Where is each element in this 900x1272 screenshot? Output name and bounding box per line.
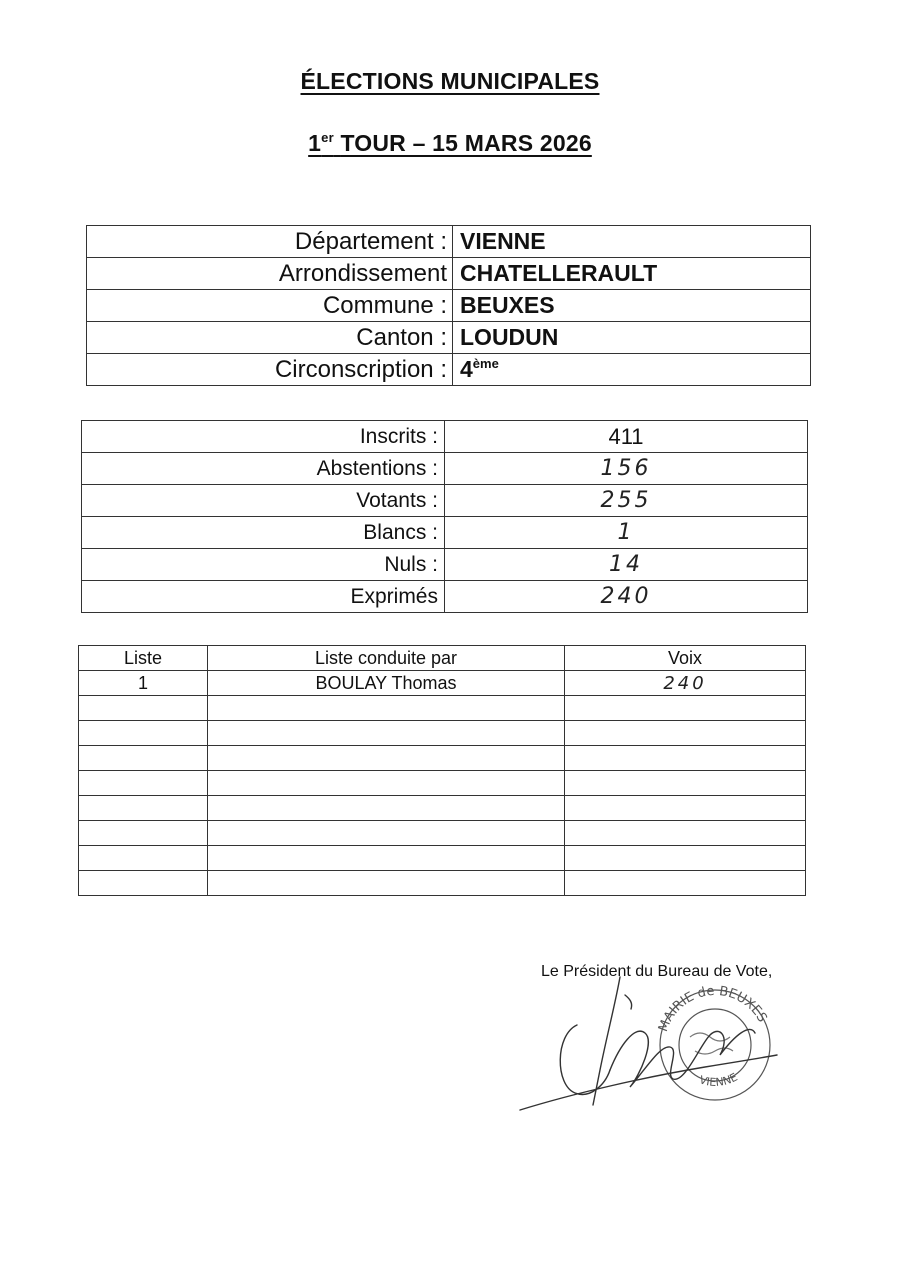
election-round (0, 130, 900, 157)
votes-cell (565, 746, 806, 771)
column-header-tete-de-liste: Liste conduite par (208, 646, 565, 671)
list-leader-cell (208, 746, 565, 771)
list-number-cell (79, 846, 208, 871)
list-number-cell (79, 721, 208, 746)
count-value-handwritten: 240 (445, 581, 808, 613)
votes-cell (565, 796, 806, 821)
vote-counts-table (81, 420, 808, 613)
count-row-nuls (82, 549, 808, 581)
list-number-cell (79, 821, 208, 846)
table-row (79, 846, 806, 871)
info-row-circonscription (87, 354, 811, 386)
count-row-blancs (82, 517, 808, 549)
count-label: Blancs : (82, 517, 445, 549)
table-row (79, 821, 806, 846)
info-label: Commune : (87, 290, 453, 322)
count-label: Votants : (82, 485, 445, 517)
election-round-text (308, 130, 592, 156)
info-value: VIENNE (453, 226, 811, 258)
round-date: TOUR – 15 MARS 2026 (340, 130, 592, 156)
info-row-arrondissement (87, 258, 811, 290)
info-row-canton (87, 322, 811, 354)
info-label: Circonscription : (87, 354, 453, 386)
list-leader-cell (208, 821, 565, 846)
table-row (79, 671, 806, 696)
count-label: Nuls : (82, 549, 445, 581)
stamp-emblem (690, 1033, 733, 1054)
count-value-handwritten: 14 (445, 549, 808, 581)
votes-cell: 240 (565, 671, 806, 696)
list-leader-cell (208, 871, 565, 896)
count-value: 411 (445, 421, 808, 453)
count-row-inscrits (82, 421, 808, 453)
info-value (453, 354, 811, 386)
count-row-exprimes (82, 581, 808, 613)
signature-label: Le Président du Bureau de Vote, (541, 963, 773, 980)
count-value-handwritten: 1 (445, 517, 808, 549)
info-value: BEUXES (453, 290, 811, 322)
list-leader-cell: BOULAY Thomas (208, 671, 565, 696)
table-row (79, 696, 806, 721)
list-leader-cell (208, 771, 565, 796)
list-number-cell (79, 696, 208, 721)
count-value-handwritten: 255 (445, 485, 808, 517)
info-row-commune (87, 290, 811, 322)
info-label: Arrondissement (87, 258, 453, 290)
column-header-liste: Liste (79, 646, 208, 671)
list-number-cell (79, 771, 208, 796)
votes-cell (565, 696, 806, 721)
count-label: Inscrits : (82, 421, 445, 453)
votes-cell (565, 821, 806, 846)
municipal-stamp (656, 984, 770, 1100)
circonscription-suffix: ème (472, 356, 499, 371)
list-leader-cell (208, 846, 565, 871)
column-header-voix: Voix (565, 646, 806, 671)
list-leader-cell (208, 696, 565, 721)
table-row (79, 771, 806, 796)
list-number-cell (79, 871, 208, 896)
info-label: Canton : (87, 322, 453, 354)
count-label: Abstentions : (82, 453, 445, 485)
list-number-cell (79, 796, 208, 821)
count-value-handwritten: 156 (445, 453, 808, 485)
location-info-table (86, 225, 811, 386)
list-number-cell: 1 (79, 671, 208, 696)
results-table (78, 645, 806, 896)
circonscription-number: 4 (460, 356, 473, 382)
list-leader-cell (208, 721, 565, 746)
stamp-text-bottom: VIENNE (697, 1070, 740, 1090)
info-row-departement (87, 226, 811, 258)
table-row (79, 796, 806, 821)
list-number-cell (79, 746, 208, 771)
votes-cell (565, 721, 806, 746)
count-row-votants (82, 485, 808, 517)
round-suffix: er (321, 130, 334, 145)
votes-cell (565, 771, 806, 796)
count-row-abstentions (82, 453, 808, 485)
info-value: CHATELLERAULT (453, 258, 811, 290)
signature-and-stamp (515, 975, 795, 1125)
votes-cell (565, 871, 806, 896)
table-row (79, 746, 806, 771)
table-row (79, 871, 806, 896)
results-header-row (79, 646, 806, 671)
info-label: Département : (87, 226, 453, 258)
document-title (0, 68, 900, 95)
list-leader-cell (208, 796, 565, 821)
document-title-text: ÉLECTIONS MUNICIPALES (300, 68, 600, 94)
round-number: 1 (308, 130, 322, 156)
info-value: LOUDUN (453, 322, 811, 354)
table-row (79, 721, 806, 746)
stamp-text-top: MAIRIE de BEUXES (655, 983, 770, 1034)
votes-cell (565, 846, 806, 871)
count-label: Exprimés (82, 581, 445, 613)
